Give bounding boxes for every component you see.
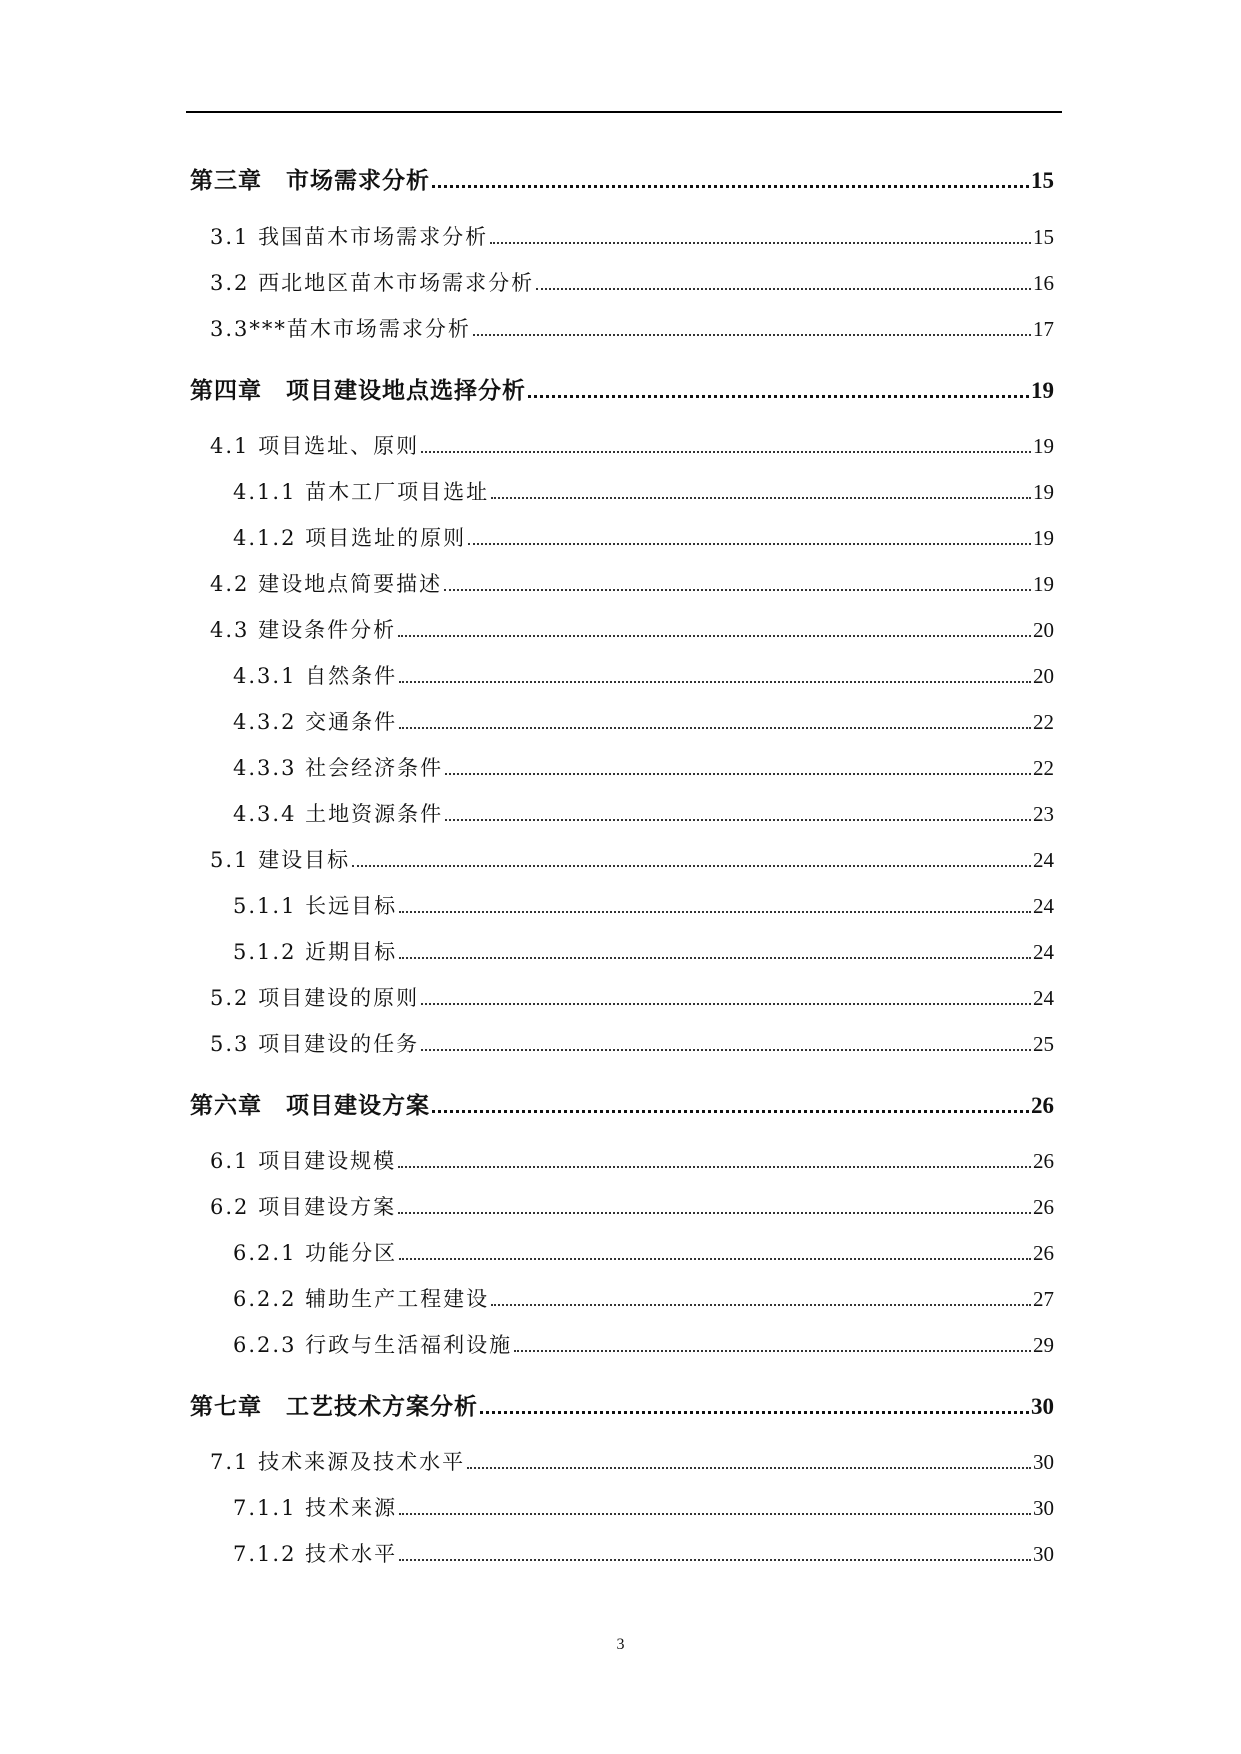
toc-entry-6-2[interactable]: [210, 1191, 1054, 1223]
toc-dot-leader: [432, 1110, 1029, 1113]
toc-entry-page: 30: [1031, 1394, 1054, 1419]
toc-entry-5-1-1[interactable]: [233, 890, 1054, 922]
toc-dot-leader: [421, 1049, 1031, 1051]
toc-entry-5-3[interactable]: [210, 1028, 1054, 1060]
toc-entry-label: 6.1 项目建设规模: [210, 1149, 397, 1173]
toc-dot-leader: [399, 681, 1031, 683]
toc-entry-page: 20: [1033, 664, 1054, 688]
toc-entry-7-1-2[interactable]: [233, 1538, 1054, 1570]
toc-entry-4-3-4[interactable]: [233, 798, 1054, 830]
toc-dot-leader: [473, 334, 1031, 336]
toc-entry-label: 4.3 建设条件分析: [210, 618, 397, 642]
toc-entry-page: 27: [1033, 1287, 1054, 1311]
toc-dot-leader: [398, 1166, 1031, 1168]
toc-entry-4-1-2[interactable]: [233, 522, 1054, 554]
toc-entry-label: 6.2 项目建设方案: [210, 1195, 397, 1219]
toc-dot-leader: [399, 1258, 1031, 1260]
toc-dot-leader: [421, 451, 1031, 453]
toc-entry-page: 29: [1033, 1333, 1054, 1357]
toc-dot-leader: [444, 589, 1031, 591]
toc-entry-6-2-2[interactable]: [233, 1283, 1054, 1315]
toc-entry-4-2[interactable]: [210, 568, 1054, 600]
toc-entry-label: 第六章 项目建设方案: [190, 1092, 430, 1119]
toc-entry-4-3[interactable]: [210, 614, 1054, 646]
toc-dot-leader: [399, 1513, 1031, 1515]
toc-dot-leader: [528, 395, 1029, 398]
toc-entry-4-3-2[interactable]: [233, 706, 1054, 738]
toc-entry-page: 22: [1033, 710, 1054, 734]
toc-entry-chapter-7[interactable]: [190, 1388, 1054, 1420]
toc-entry-label: 6.2.3 行政与生活福利设施: [233, 1333, 513, 1357]
toc-entry-label: 7.1.1 技术来源: [233, 1496, 398, 1520]
toc-entry-page: 26: [1033, 1149, 1054, 1173]
toc-entry-chapter-6[interactable]: [190, 1087, 1054, 1119]
toc-entry-page: 26: [1033, 1241, 1054, 1265]
toc-entry-page: 24: [1033, 894, 1054, 918]
toc-entry-chapter-4[interactable]: [190, 372, 1054, 404]
toc-dot-leader: [490, 242, 1031, 244]
toc-entry-label: 4.1.2 项目选址的原则: [233, 526, 467, 550]
toc-entry-label: 4.3.2 交通条件: [233, 710, 398, 734]
toc-dot-leader: [432, 185, 1029, 188]
toc-entry-5-1-2[interactable]: [233, 936, 1054, 968]
toc-entry-label: 5.2 项目建设的原则: [210, 986, 420, 1010]
toc-entry-6-1[interactable]: [210, 1145, 1054, 1177]
toc-dot-leader: [399, 1559, 1031, 1561]
toc-entry-page: 15: [1031, 168, 1054, 193]
toc-entry-page: 30: [1033, 1496, 1054, 1520]
toc-entry-6-2-3[interactable]: [233, 1329, 1054, 1361]
toc-entry-page: 24: [1033, 986, 1054, 1010]
toc-entry-label: 4.1 项目选址、原则: [210, 434, 420, 458]
toc-entry-7-1-1[interactable]: [233, 1492, 1054, 1524]
toc-entry-page: 24: [1033, 940, 1054, 964]
toc-dot-leader: [399, 911, 1031, 913]
toc-dot-leader: [398, 1212, 1031, 1214]
toc-entry-page: 15: [1033, 225, 1054, 249]
toc-dot-leader: [399, 957, 1031, 959]
toc-entry-3-3[interactable]: [210, 313, 1054, 345]
toc-entry-page: 22: [1033, 756, 1054, 780]
toc-dot-leader: [398, 635, 1031, 637]
toc-entry-label: 3.1 我国苗木市场需求分析: [210, 225, 489, 249]
toc-entry-label: 6.2.2 辅助生产工程建设: [233, 1287, 490, 1311]
toc-entry-page: 26: [1031, 1093, 1054, 1118]
toc-entry-5-2[interactable]: [210, 982, 1054, 1014]
toc-entry-chapter-3[interactable]: [190, 162, 1054, 194]
toc-entry-label: 3.2 西北地区苗木市场需求分析: [210, 271, 535, 295]
toc-entry-page: 19: [1033, 434, 1054, 458]
toc-dot-leader: [352, 865, 1031, 867]
toc-entry-page: 19: [1033, 526, 1054, 550]
toc-dot-leader: [445, 773, 1031, 775]
toc-entry-label: 4.3.3 社会经济条件: [233, 756, 444, 780]
toc-entry-label: 第七章 工艺技术方案分析: [190, 1393, 478, 1420]
toc-entry-label: 7.1 技术来源及技术水平: [210, 1450, 466, 1474]
toc-dot-leader: [467, 1467, 1031, 1469]
toc-entry-page: 20: [1033, 618, 1054, 642]
toc-entry-5-1[interactable]: [210, 844, 1054, 876]
toc-entry-page: 16: [1033, 271, 1054, 295]
toc-entry-label: 第四章 项目建设地点选择分析: [190, 377, 526, 404]
toc-entry-label: 7.1.2 技术水平: [233, 1542, 398, 1566]
toc-dot-leader: [468, 543, 1031, 545]
toc-entry-page: 19: [1033, 572, 1054, 596]
toc-entry-label: 4.1.1 苗木工厂项目选址: [233, 480, 490, 504]
toc-entry-3-2[interactable]: [210, 267, 1054, 299]
toc-entry-page: 26: [1033, 1195, 1054, 1219]
toc-entry-label: 5.1 建设目标: [210, 848, 351, 872]
toc-entry-label: 4.3.4 土地资源条件: [233, 802, 444, 826]
toc-entry-page: 19: [1033, 480, 1054, 504]
toc-dot-leader: [445, 819, 1031, 821]
toc-entry-label: 5.1.2 近期目标: [233, 940, 398, 964]
toc-entry-4-3-1[interactable]: [233, 660, 1054, 692]
toc-entry-page: 24: [1033, 848, 1054, 872]
toc-entry-label: 4.2 建设地点简要描述: [210, 572, 443, 596]
toc-entry-label: 5.1.1 长远目标: [233, 894, 398, 918]
toc-entry-4-1[interactable]: [210, 430, 1054, 462]
toc-dot-leader: [536, 288, 1031, 290]
toc-entry-label: 第三章 市场需求分析: [190, 167, 430, 194]
toc-entry-page: 19: [1031, 378, 1054, 403]
toc-entry-page: 30: [1033, 1542, 1054, 1566]
toc-entry-3-1[interactable]: [210, 221, 1054, 253]
toc-entry-label: 4.3.1 自然条件: [233, 664, 398, 688]
toc-entry-label: 3.3***苗木市场需求分析: [210, 317, 471, 341]
toc-entry-7-1[interactable]: [210, 1446, 1054, 1478]
toc-entry-page: 17: [1033, 317, 1054, 341]
toc-dot-leader: [491, 1304, 1031, 1306]
toc-entry-page: 25: [1033, 1032, 1054, 1056]
toc-entry-label: 6.2.1 功能分区: [233, 1241, 398, 1265]
toc-dot-leader: [491, 497, 1031, 499]
toc-dot-leader: [514, 1350, 1031, 1352]
toc-dot-leader: [480, 1411, 1029, 1414]
toc-entry-6-2-1[interactable]: [233, 1237, 1054, 1269]
toc-entry-4-3-3[interactable]: [233, 752, 1054, 784]
toc-dot-leader: [421, 1003, 1031, 1005]
page-number: 3: [616, 1636, 625, 1653]
toc-entry-4-1-1[interactable]: [233, 476, 1054, 508]
toc-entry-page: 23: [1033, 802, 1054, 826]
toc-entry-page: 30: [1033, 1450, 1054, 1474]
toc-dot-leader: [399, 727, 1031, 729]
toc-entry-label: 5.3 项目建设的任务: [210, 1032, 420, 1056]
